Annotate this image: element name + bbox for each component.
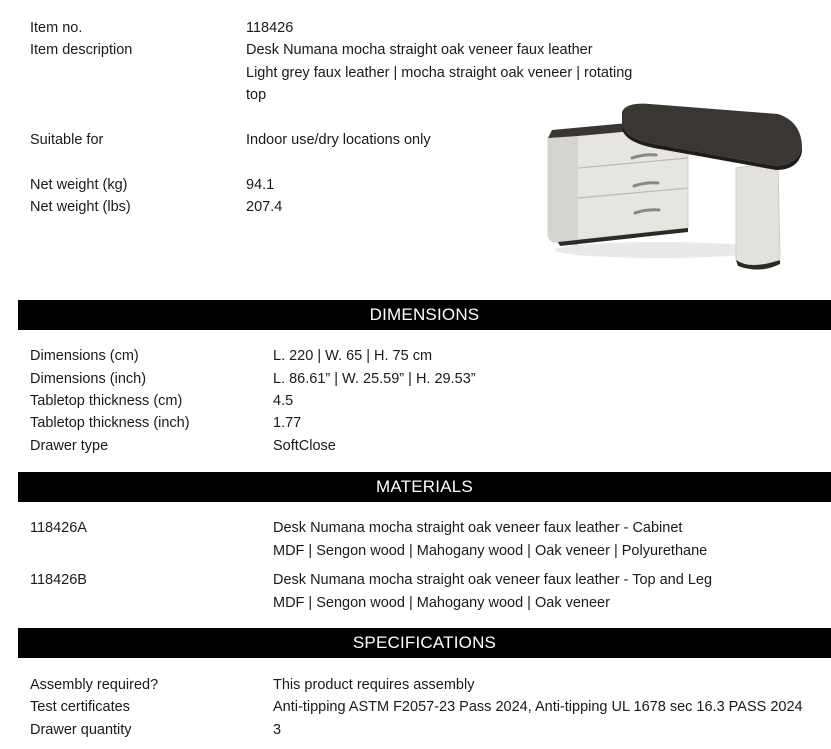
dimensions-header: DIMENSIONS — [18, 300, 831, 330]
specification-label: Test certificates — [30, 699, 130, 715]
item-no-value: 118426 — [246, 20, 294, 36]
material-code: 118426A — [30, 520, 87, 536]
net-weight-kg-value: 94.1 — [246, 177, 275, 193]
specification-label: Assembly required? — [30, 677, 159, 693]
net-weight-lbs-label: Net weight (lbs) — [30, 199, 131, 215]
dimension-label: Drawer type — [30, 438, 109, 454]
net-weight-lbs-value: 207.4 — [246, 199, 283, 215]
material-name: Desk Numana mocha straight oak veneer faux leather - Top and Leg — [273, 572, 713, 588]
material-name: Desk Numana mocha straight oak veneer faux leather - Cabinet — [273, 520, 683, 536]
specification-value: Anti-tipping ASTM F2057-23 Pass 2024, Anti-tipping UL 1678 sec 16.3 PASS 2024 — [273, 699, 803, 715]
specification-value: 3 — [273, 722, 282, 738]
dimension-value: 1.77 — [273, 415, 302, 431]
item-description-line-1: Desk Numana mocha straight oak veneer faux leather — [246, 42, 593, 58]
dimension-label: Dimensions (inch) — [30, 371, 147, 387]
dimension-label: Tabletop thickness (inch) — [30, 415, 190, 431]
dimension-value: 4.5 — [273, 393, 294, 409]
material-code: 118426B — [30, 572, 87, 588]
dimension-value: L. 220 | W. 65 | H. 75 cm — [273, 348, 433, 364]
dimension-value: L. 86.61” | W. 25.59” | H. 29.53” — [273, 371, 476, 387]
dimension-value: SoftClose — [273, 438, 336, 454]
net-weight-kg-label: Net weight (kg) — [30, 177, 128, 193]
materials-header: MATERIALS — [18, 472, 831, 502]
suitable-for-value: Indoor use/dry locations only — [246, 132, 431, 148]
material-list: MDF | Sengon wood | Mahogany wood | Oak veneer | Polyurethane — [273, 543, 708, 559]
item-no-label: Item no. — [30, 20, 83, 36]
item-description-line-2: Light grey faux leather | mocha straight oak veneer | rotating — [246, 65, 633, 81]
product-image — [540, 98, 810, 288]
item-description-label: Item description — [30, 42, 133, 58]
specification-value: This product requires assembly — [273, 677, 475, 693]
material-list: MDF | Sengon wood | Mahogany wood | Oak veneer — [273, 595, 610, 611]
specification-label: Drawer quantity — [30, 722, 132, 738]
dimension-label: Dimensions (cm) — [30, 348, 139, 364]
item-description-line-3: top — [246, 87, 267, 103]
suitable-for-label: Suitable for — [30, 132, 104, 148]
specifications-header: SPECIFICATIONS — [18, 628, 831, 658]
dimension-label: Tabletop thickness (cm) — [30, 393, 183, 409]
